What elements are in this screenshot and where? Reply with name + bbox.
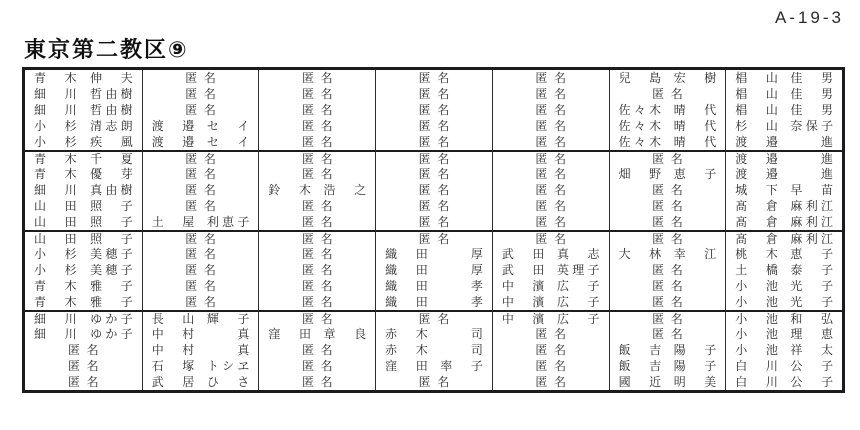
- family-name: 武 田: [501, 263, 545, 277]
- family-name: 土 屋: [151, 215, 195, 229]
- given-name: 千 夏: [90, 152, 133, 166]
- anonymous-cell: 匿 名: [375, 102, 492, 118]
- name-cell: [492, 294, 609, 310]
- family-name: 窪 田: [268, 327, 312, 341]
- name-cell: [725, 118, 842, 134]
- family-name: 山 田: [34, 232, 77, 246]
- anonymous-cell: 匿 名: [258, 214, 375, 230]
- given-name: 佳 男: [790, 71, 833, 85]
- family-name: 佐 々 木: [618, 103, 662, 117]
- anonymous-cell: 匿 名: [375, 150, 492, 166]
- name-cell: [375, 294, 492, 310]
- family-name: 小 池: [735, 295, 778, 309]
- family-name: 武 田: [501, 247, 545, 261]
- anonymous-cell: 匿 名: [375, 182, 492, 198]
- given-name: 公 子: [790, 375, 833, 389]
- name-cell: [609, 118, 726, 134]
- family-name: 白 川: [735, 375, 778, 389]
- family-name: 中 濱: [501, 312, 545, 326]
- family-name: 小 池: [735, 312, 778, 326]
- family-name: 赤 木: [385, 327, 428, 341]
- given-name: 哲 由 樹: [90, 103, 133, 117]
- anonymous-cell: 匿 名: [68, 343, 99, 357]
- family-name: 青 木: [34, 295, 77, 309]
- family-name: 飯 吉: [618, 359, 662, 373]
- anonymous-cell: 匿 名: [258, 166, 375, 182]
- given-name: 幸 江: [673, 247, 717, 261]
- given-name: 公 子: [790, 359, 833, 373]
- name-cell: [725, 342, 842, 358]
- name-cell: [142, 214, 259, 230]
- given-name: 孝: [470, 295, 483, 309]
- anonymous-cell: 匿 名: [258, 294, 375, 310]
- name-cell: [25, 278, 142, 294]
- family-name: 佐 々 木: [618, 135, 662, 149]
- family-name: 大 林: [618, 247, 662, 261]
- name-cell: [492, 310, 609, 326]
- family-name: 城 下: [735, 183, 778, 197]
- name-cell: [609, 134, 726, 150]
- family-name: 杉 山: [735, 119, 778, 133]
- family-name: 小 杉: [34, 247, 77, 261]
- anonymous-cell: 匿 名: [142, 150, 259, 166]
- name-cell: [725, 182, 842, 198]
- anonymous-cell: 匿 名: [375, 310, 492, 326]
- name-cell: [725, 150, 842, 166]
- given-name: 広 子: [556, 312, 600, 326]
- anonymous-cell: 匿 名: [609, 262, 726, 278]
- anonymous-cell: 匿 名: [609, 214, 726, 230]
- anonymous-cell: 匿 名: [492, 86, 609, 102]
- given-name: 美 穂 子: [90, 263, 133, 277]
- name-cell: [25, 310, 142, 326]
- name-cell: [375, 358, 492, 374]
- name-cell: [725, 358, 842, 374]
- name-cell: [725, 246, 842, 262]
- family-name: 山 田: [34, 199, 77, 213]
- name-cell: [609, 358, 726, 374]
- family-name: 國 近: [618, 375, 662, 389]
- given-name: 光 子: [790, 279, 833, 293]
- anonymous-cell: 匿 名: [609, 86, 726, 102]
- family-name: 細 川: [34, 312, 77, 326]
- anonymous-cell: 匿 名: [375, 166, 492, 182]
- given-name: 雅 子: [90, 279, 133, 293]
- name-cell: [25, 150, 142, 166]
- family-name: 細 川: [34, 87, 77, 101]
- anonymous-cell: 匿 名: [492, 70, 609, 86]
- given-name: 照 子: [90, 232, 133, 246]
- family-name: 鈴 木: [268, 183, 312, 197]
- family-name: 武 居: [151, 375, 195, 389]
- given-name: 佳 男: [790, 87, 833, 101]
- anonymous-cell: 匿 名: [492, 342, 609, 358]
- given-name: 恵 子: [673, 167, 717, 181]
- given-name: 率 子: [440, 359, 483, 373]
- given-name: 泰 子: [790, 263, 833, 277]
- family-name: 土 橋: [735, 263, 778, 277]
- name-cell: [492, 246, 609, 262]
- given-name: 進: [820, 167, 833, 181]
- anonymous-cell: 匿 名: [142, 230, 259, 246]
- name-cell: [25, 86, 142, 102]
- family-name: 桃 木: [735, 247, 778, 261]
- name-cell: [725, 198, 842, 214]
- anonymous-cell: 匿 名: [258, 246, 375, 262]
- given-name: 美 穂 子: [90, 247, 133, 261]
- name-cell: [725, 326, 842, 342]
- name-cell: [25, 262, 142, 278]
- family-name: 青 木: [34, 152, 77, 166]
- anonymous-cell: 匿 名: [375, 118, 492, 134]
- name-cell: [725, 310, 842, 326]
- anonymous-cell: 匿 名: [375, 230, 492, 246]
- given-name: 厚: [470, 247, 483, 261]
- given-name: 利 恵 子: [206, 215, 250, 229]
- name-cell: [725, 166, 842, 182]
- name-cell: [142, 134, 259, 150]
- name-cell: [142, 342, 259, 358]
- name-cell: [25, 134, 142, 150]
- given-name: 照 子: [90, 215, 133, 229]
- name-cell: [142, 118, 259, 134]
- anonymous-cell: 匿 名: [492, 326, 609, 342]
- given-name: 陽 子: [673, 343, 717, 357]
- name-cell: [25, 294, 142, 310]
- name-cell: [25, 230, 142, 246]
- given-name: 佳 男: [790, 103, 833, 117]
- name-cell: [258, 182, 375, 198]
- given-name: 早 苗: [790, 183, 833, 197]
- given-name: 伸 夫: [90, 71, 133, 85]
- anonymous-cell: 匿 名: [375, 198, 492, 214]
- anonymous-cell: 匿 名: [258, 262, 375, 278]
- given-name: 晴 代: [673, 103, 717, 117]
- family-name: 青 木: [34, 279, 77, 293]
- anonymous-cell: 匿 名: [258, 134, 375, 150]
- family-name: 畑 野: [618, 167, 662, 181]
- given-name: 真 由 樹: [90, 183, 133, 197]
- name-cell: [725, 230, 842, 246]
- anonymous-cell: 匿 名: [492, 134, 609, 150]
- name-cell: [25, 198, 142, 214]
- name-cell: [492, 262, 609, 278]
- anonymous-cell: 匿 名: [142, 278, 259, 294]
- given-name: ト シ ヱ: [206, 359, 250, 373]
- given-name: 進: [820, 135, 833, 149]
- family-name: 髙 倉: [735, 232, 778, 246]
- given-name: 英 理 子: [556, 263, 600, 277]
- given-name: 広 子: [556, 279, 600, 293]
- anonymous-cell: 匿 名: [142, 86, 259, 102]
- given-name: 雅 子: [90, 295, 133, 309]
- anonymous-cell: 匿 名: [609, 278, 726, 294]
- given-name: 真: [237, 343, 250, 357]
- family-name: 山 田: [34, 215, 77, 229]
- family-name: 中 濱: [501, 295, 545, 309]
- name-cell: [725, 294, 842, 310]
- anonymous-cell: 匿 名: [142, 294, 259, 310]
- name-cell: [25, 70, 142, 86]
- given-name: 理 恵: [790, 327, 833, 341]
- anonymous-cell: 匿 名: [609, 198, 726, 214]
- name-cell: [25, 214, 142, 230]
- anonymous-cell: 匿 名: [258, 198, 375, 214]
- given-name: 奈 保 子: [790, 119, 833, 133]
- family-name: 飯 吉: [618, 343, 662, 357]
- name-cell: [609, 102, 726, 118]
- family-name: 小 池: [735, 279, 778, 293]
- given-name: 照 子: [90, 199, 133, 213]
- name-cell: [375, 262, 492, 278]
- family-name: 細 川: [34, 103, 77, 117]
- name-cell: [142, 374, 259, 390]
- given-name: 進: [820, 152, 833, 166]
- family-name: 小 杉: [34, 263, 77, 277]
- anonymous-cell: 匿 名: [258, 342, 375, 358]
- page-title: 東京第二教区⑨: [24, 37, 189, 62]
- anonymous-cell: 匿 名: [142, 102, 259, 118]
- family-name: 小 杉: [34, 135, 77, 149]
- anonymous-cell: 匿 名: [68, 375, 99, 389]
- given-name: 真: [237, 327, 250, 341]
- family-name: 細 川: [34, 183, 77, 197]
- given-name: 陽 子: [673, 359, 717, 373]
- name-cell: [25, 102, 142, 118]
- given-name: 輝 子: [206, 312, 250, 326]
- given-name: 章 良: [323, 327, 367, 341]
- anonymous-cell: 匿 名: [258, 230, 375, 246]
- family-name: 窪 田: [385, 359, 428, 373]
- given-name: 哲 由 樹: [90, 87, 133, 101]
- family-name: 渡 邉: [735, 152, 778, 166]
- given-name: セ イ: [206, 119, 250, 133]
- name-cell: [725, 102, 842, 118]
- name-cell: [25, 182, 142, 198]
- given-name: ゆ か 子: [90, 327, 133, 341]
- given-name: 広 子: [556, 295, 600, 309]
- family-name: 髙 倉: [735, 215, 778, 229]
- family-name: 青 木: [34, 71, 77, 85]
- anonymous-cell: 匿 名: [609, 230, 726, 246]
- anonymous-cell: 匿 名: [492, 118, 609, 134]
- given-name: ゆ か 子: [90, 312, 133, 326]
- family-name: 渡 邉: [151, 135, 195, 149]
- name-cell: [375, 278, 492, 294]
- anonymous-cell: 匿 名: [142, 246, 259, 262]
- anonymous-cell: 匿 名: [609, 326, 726, 342]
- given-name: 和 弘: [790, 312, 833, 326]
- given-name: 孝: [470, 279, 483, 293]
- family-name: 中 村: [151, 343, 195, 357]
- name-cell: [492, 278, 609, 294]
- name-cell: [609, 374, 726, 390]
- given-name: 司: [470, 343, 483, 357]
- anonymous-cell: 匿 名: [375, 70, 492, 86]
- family-name: 椙 山: [735, 103, 778, 117]
- given-name: 麻 利 江: [790, 215, 833, 229]
- anonymous-cell: 匿 名: [258, 70, 375, 86]
- anonymous-cell: 匿 名: [258, 150, 375, 166]
- anonymous-cell: 匿 名: [492, 230, 609, 246]
- name-cell: [142, 326, 259, 342]
- given-name: 麻 利 江: [790, 232, 833, 246]
- name-cell: [258, 326, 375, 342]
- anonymous-cell: 匿 名: [142, 262, 259, 278]
- name-cell: [25, 118, 142, 134]
- anonymous-cell: 匿 名: [142, 70, 259, 86]
- family-name: 織 田: [385, 279, 428, 293]
- name-table: [22, 67, 845, 393]
- given-name: 光 子: [790, 295, 833, 309]
- given-name: 浩 之: [323, 183, 367, 197]
- anonymous-cell: 匿 名: [492, 198, 609, 214]
- doc-code: A-19-3: [774, 8, 844, 27]
- anonymous-cell: 匿 名: [375, 134, 492, 150]
- family-name: 織 田: [385, 247, 428, 261]
- anonymous-cell: 匿 名: [258, 310, 375, 326]
- anonymous-cell: 匿 名: [258, 278, 375, 294]
- family-name: 織 田: [385, 295, 428, 309]
- given-name: 清 志 朗: [90, 119, 133, 133]
- family-name: 中 濱: [501, 279, 545, 293]
- anonymous-cell: 匿 名: [492, 150, 609, 166]
- name-cell: [725, 70, 842, 86]
- given-name: 宏 樹: [673, 71, 717, 85]
- family-name: 渡 邉: [735, 135, 778, 149]
- given-name: 晴 代: [673, 135, 717, 149]
- name-cell: [25, 326, 142, 342]
- anonymous-cell: 匿 名: [258, 102, 375, 118]
- name-cell: [725, 278, 842, 294]
- name-cell: [725, 262, 842, 278]
- family-name: 渡 邉: [735, 167, 778, 181]
- family-name: 兒 島: [618, 71, 662, 85]
- given-name: 真 志: [556, 247, 600, 261]
- given-name: 麻 利 江: [790, 199, 833, 213]
- anonymous-cell: 匿 名: [142, 166, 259, 182]
- anonymous-cell: 匿 名: [68, 359, 99, 373]
- anonymous-cell: 匿 名: [258, 358, 375, 374]
- anonymous-cell: 匿 名: [609, 294, 726, 310]
- given-name: 恵 子: [790, 247, 833, 261]
- anonymous-cell: 匿 名: [609, 182, 726, 198]
- given-name: 祥 太: [790, 343, 833, 357]
- family-name: 渡 邉: [151, 119, 195, 133]
- family-name: 細 川: [34, 327, 77, 341]
- anonymous-cell: 匿 名: [492, 166, 609, 182]
- name-cell: [725, 214, 842, 230]
- anonymous-cell: 匿 名: [375, 86, 492, 102]
- anonymous-cell: 匿 名: [258, 118, 375, 134]
- name-cell: [609, 70, 726, 86]
- given-name: セ イ: [206, 135, 250, 149]
- family-name: 石 塚: [151, 359, 195, 373]
- anonymous-cell: 匿 名: [258, 374, 375, 390]
- family-name: 小 杉: [34, 119, 77, 133]
- anonymous-cell: 匿 名: [492, 214, 609, 230]
- family-name: 赤 木: [385, 343, 428, 357]
- given-name: 司: [470, 327, 483, 341]
- name-cell: [142, 310, 259, 326]
- name-cell: [375, 342, 492, 358]
- family-name: 佐 々 木: [618, 119, 662, 133]
- name-cell: [609, 246, 726, 262]
- name-cell: [725, 134, 842, 150]
- family-name: 椙 山: [735, 87, 778, 101]
- anonymous-cell: 匿 名: [492, 102, 609, 118]
- anonymous-cell: 匿 名: [375, 214, 492, 230]
- anonymous-cell: 匿 名: [375, 374, 492, 390]
- anonymous-cell: 匿 名: [492, 182, 609, 198]
- given-name: ひ さ: [206, 375, 250, 389]
- name-cell: [609, 342, 726, 358]
- name-cell: [25, 246, 142, 262]
- name-cell: [609, 166, 726, 182]
- name-cell: [375, 326, 492, 342]
- family-name: 中 村: [151, 327, 195, 341]
- anonymous-cell: 匿 名: [142, 198, 259, 214]
- family-name: 織 田: [385, 263, 428, 277]
- family-name: 椙 山: [735, 71, 778, 85]
- family-name: 白 川: [735, 359, 778, 373]
- anonymous-cell: 匿 名: [492, 374, 609, 390]
- given-name: 疾 風: [90, 135, 133, 149]
- anonymous-cell: 匿 名: [258, 86, 375, 102]
- given-name: 厚: [470, 263, 483, 277]
- given-name: 優 芽: [90, 167, 133, 181]
- anonymous-cell: 匿 名: [609, 150, 726, 166]
- family-name: 青 木: [34, 167, 77, 181]
- family-name: 小 池: [735, 327, 778, 341]
- family-name: 長 山: [151, 312, 195, 326]
- name-cell: [725, 374, 842, 390]
- name-cell: [725, 86, 842, 102]
- anonymous-cell: 匿 名: [609, 310, 726, 326]
- anonymous-cell: 匿 名: [492, 358, 609, 374]
- name-cell: [142, 358, 259, 374]
- given-name: 明 美: [673, 375, 717, 389]
- anonymous-cell: 匿 名: [142, 182, 259, 198]
- family-name: 髙 倉: [735, 199, 778, 213]
- family-name: 小 池: [735, 343, 778, 357]
- given-name: 晴 代: [673, 119, 717, 133]
- name-cell: [375, 246, 492, 262]
- name-cell: [25, 166, 142, 182]
